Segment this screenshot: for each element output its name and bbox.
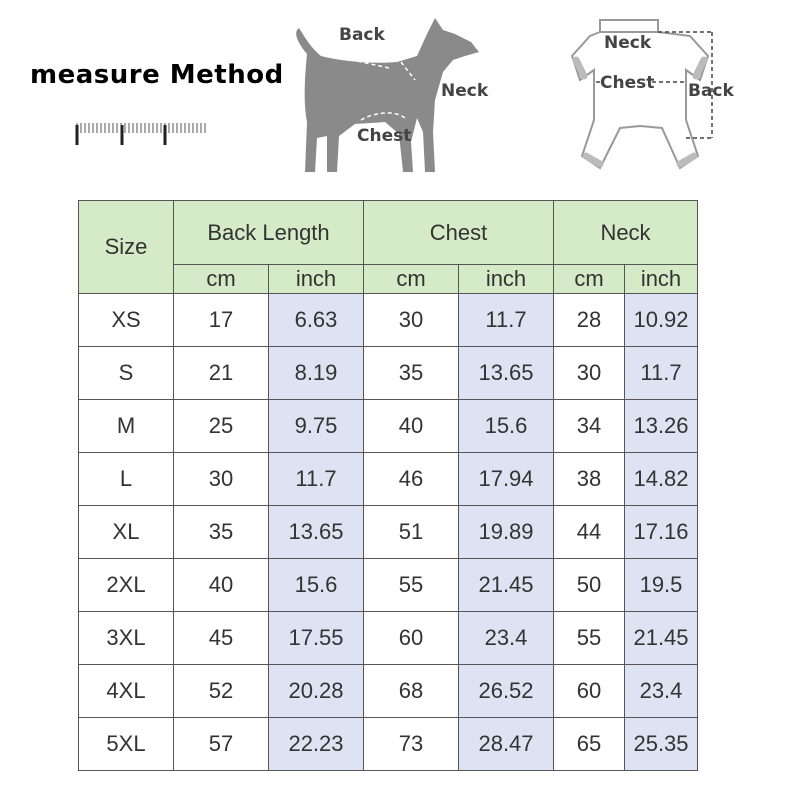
size-cell: 3XL (79, 612, 174, 665)
chest-cm-cell: 68 (364, 665, 459, 718)
size-cell: 2XL (79, 559, 174, 612)
back-inch-cell: 11.7 (269, 453, 364, 506)
back-inch-cell: 13.65 (269, 506, 364, 559)
table-row (79, 718, 698, 771)
neck-inch-cell: 13.26 (625, 400, 698, 453)
dog-silhouette-icon (285, 12, 500, 182)
chest-header: Chest (364, 201, 554, 265)
unit-header: cm (554, 265, 625, 294)
table-row (79, 665, 698, 718)
chest-inch-cell: 23.4 (459, 612, 554, 665)
back-cm-cell: 21 (174, 347, 269, 400)
dog-neck-label: Neck (441, 81, 489, 101)
chest-cm-cell: 55 (364, 559, 459, 612)
size-chart-table (78, 200, 698, 771)
neck-inch-cell: 14.82 (625, 453, 698, 506)
neck-inch-cell: 10.92 (625, 294, 698, 347)
size-cell: 5XL (79, 718, 174, 771)
back-cm-cell: 45 (174, 612, 269, 665)
dog-back-label: Back (339, 25, 385, 45)
table-row (79, 612, 698, 665)
back-cm-cell: 30 (174, 453, 269, 506)
neck-cm-cell: 50 (554, 559, 625, 612)
chest-cm-cell: 46 (364, 453, 459, 506)
chest-cm-cell: 60 (364, 612, 459, 665)
chest-cm-cell: 51 (364, 506, 459, 559)
size-cell: XL (79, 506, 174, 559)
neck-inch-cell: 19.5 (625, 559, 698, 612)
back-cm-cell: 52 (174, 665, 269, 718)
chest-inch-cell: 21.45 (459, 559, 554, 612)
back-inch-cell: 20.28 (269, 665, 364, 718)
neck-cm-cell: 60 (554, 665, 625, 718)
size-table-body (79, 294, 698, 771)
size-cell: L (79, 453, 174, 506)
back-cm-cell: 25 (174, 400, 269, 453)
neck-cm-cell: 34 (554, 400, 625, 453)
page-title: measure Method (30, 60, 284, 90)
neck-inch-cell: 21.45 (625, 612, 698, 665)
neck-cm-cell: 30 (554, 347, 625, 400)
neck-cm-cell: 28 (554, 294, 625, 347)
neck-header: Neck (554, 201, 698, 265)
table-row (79, 347, 698, 400)
back-inch-cell: 9.75 (269, 400, 364, 453)
chest-inch-cell: 15.6 (459, 400, 554, 453)
dog-shirt-icon (540, 8, 785, 188)
unit-header: inch (269, 265, 364, 294)
size-header: Size (79, 201, 174, 294)
chest-inch-cell: 26.52 (459, 665, 554, 718)
neck-inch-cell: 17.16 (625, 506, 698, 559)
chest-inch-cell: 28.47 (459, 718, 554, 771)
back-inch-cell: 6.63 (269, 294, 364, 347)
neck-inch-cell: 25.35 (625, 718, 698, 771)
back-inch-cell: 8.19 (269, 347, 364, 400)
back-cm-cell: 40 (174, 559, 269, 612)
chest-inch-cell: 17.94 (459, 453, 554, 506)
unit-header: inch (459, 265, 554, 294)
size-cell: XS (79, 294, 174, 347)
chest-cm-cell: 40 (364, 400, 459, 453)
chest-cm-cell: 73 (364, 718, 459, 771)
back-cm-cell: 35 (174, 506, 269, 559)
chest-inch-cell: 13.65 (459, 347, 554, 400)
chest-cm-cell: 35 (364, 347, 459, 400)
ruler-icon (75, 115, 215, 151)
unit-header: inch (625, 265, 698, 294)
neck-cm-cell: 44 (554, 506, 625, 559)
shirt-neck-label: Neck (604, 33, 652, 53)
back-cm-cell: 57 (174, 718, 269, 771)
back-inch-cell: 22.23 (269, 718, 364, 771)
table-row (79, 506, 698, 559)
chest-inch-cell: 11.7 (459, 294, 554, 347)
neck-cm-cell: 65 (554, 718, 625, 771)
back-inch-cell: 17.55 (269, 612, 364, 665)
back-length-header: Back Length (174, 201, 364, 265)
shirt-back-label: Back (688, 81, 734, 101)
size-cell: 4XL (79, 665, 174, 718)
back-cm-cell: 17 (174, 294, 269, 347)
back-inch-cell: 15.6 (269, 559, 364, 612)
unit-header: cm (174, 265, 269, 294)
unit-header: cm (364, 265, 459, 294)
neck-inch-cell: 11.7 (625, 347, 698, 400)
table-row (79, 559, 698, 612)
table-row (79, 400, 698, 453)
size-cell: S (79, 347, 174, 400)
size-cell: M (79, 400, 174, 453)
neck-cm-cell: 55 (554, 612, 625, 665)
dog-chest-label: Chest (357, 126, 412, 146)
shirt-chest-label: Chest (600, 73, 655, 93)
table-row (79, 294, 698, 347)
neck-cm-cell: 38 (554, 453, 625, 506)
chest-inch-cell: 19.89 (459, 506, 554, 559)
table-row (79, 453, 698, 506)
neck-inch-cell: 23.4 (625, 665, 698, 718)
chest-cm-cell: 30 (364, 294, 459, 347)
